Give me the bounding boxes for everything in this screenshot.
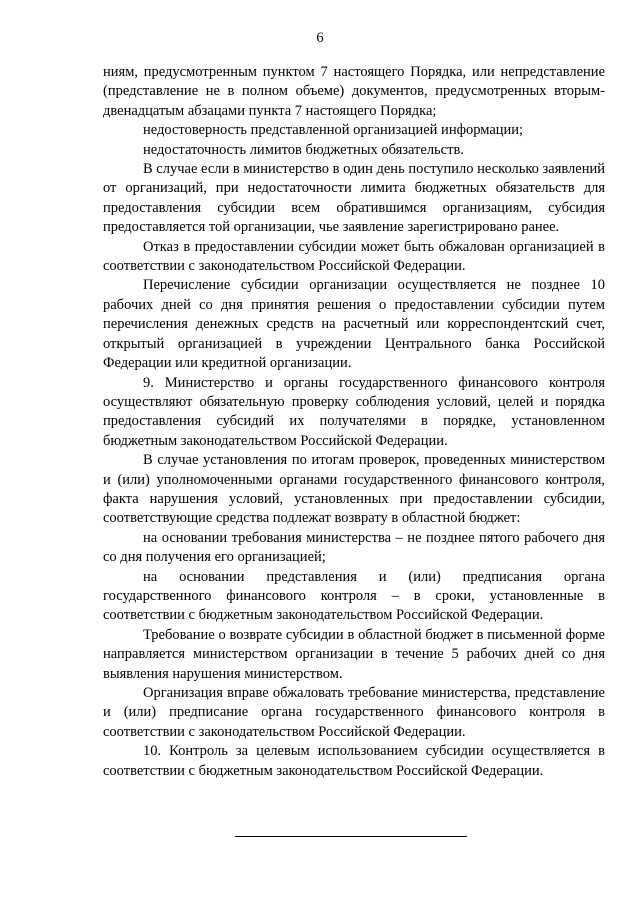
paragraph-refund-requirement-notice: Требование о возврате субсидии в областной бюджет в письменной форме направляется министерством организации в течение 5 рабочих дней со дня выявления нарушения министерством. xyxy=(103,626,605,682)
paragraph-multiple-applications: В случае если в министерство в один день поступило несколько заявлений от организаций, при недостаточности лимита бюджетных обязательств для предоставления субсидии всем обратившимся организациям, субсидия предоставляется той организации, чье заявление зарегистрировано ранее. xyxy=(103,161,605,236)
paragraph-unreliable-information: недостоверность представленной организацией информации; xyxy=(143,122,524,139)
paragraph-9-compliance-check: 9. Министерство и органы государственного финансового контроля осуществляют обязательную проверку соблюдения условий, целей и порядка предоставления субсидий их получателями в порядке, установленном бюджетным законодательством Российской Федерации. xyxy=(103,374,605,449)
paragraph-refund-on-requirement: на основании требования министерства – не позднее пятого рабочего дня со дня получения его организацией; xyxy=(103,529,605,566)
paragraph-insufficient-limits: недостаточность лимитов бюджетных обязательств. xyxy=(143,141,464,158)
paragraph-refund-on-order: на основании представления и (или) предписания органа государственного финансового контроля – в сроки, установленные в соответствии с бюджетным законодательством Российской Федерации. xyxy=(103,568,605,624)
paragraph-refusal-grounds-continued: ниям, предусмотренным пунктом 7 настоящего Порядка, или непредставление (представление не в полном объеме) документов, предусмотренных вторым-двенадцатым абзацами пункта 7 настоящего Порядка; xyxy=(103,64,605,119)
paragraph-appeal-right: Организация вправе обжаловать требование министерства, представление и (или) предписание органа государственного финансового контроля в соответствии с законодательством Российской Федерации. xyxy=(103,685,605,740)
end-divider xyxy=(235,836,467,837)
document-body xyxy=(103,63,605,781)
paragraph-refusal-appeal: Отказ в предоставлении субсидии может быть обжалован организацией в соответствии с законодательством Российской Федерации. xyxy=(103,238,605,275)
paragraph-10-control: 10. Контроль за целевым использованием субсидии осуществляется в соответствии с бюджетным законодательством Российской Федерации. xyxy=(103,743,605,779)
page-number: 6 xyxy=(316,30,324,46)
paragraph-subsidy-transfer: Перечисление субсидии организации осуществляется не позднее 10 рабочих дней со дня принятия решения о предоставлении субсидии путем перечисления денежных средств на расчетный или корреспондентский счет, открытый организацией в учреждении Центрального банка Российской Федерации или кредитной организации. xyxy=(103,277,605,372)
paragraph-violation-refund: В случае установления по итогам проверок, проведенных министерством и (или) уполномоченными органами государственного финансового контроля, факта нарушения условий, установленных при предоставлении субсидии, соответствующие средства подлежат возврату в областной бюджет: xyxy=(103,452,605,527)
